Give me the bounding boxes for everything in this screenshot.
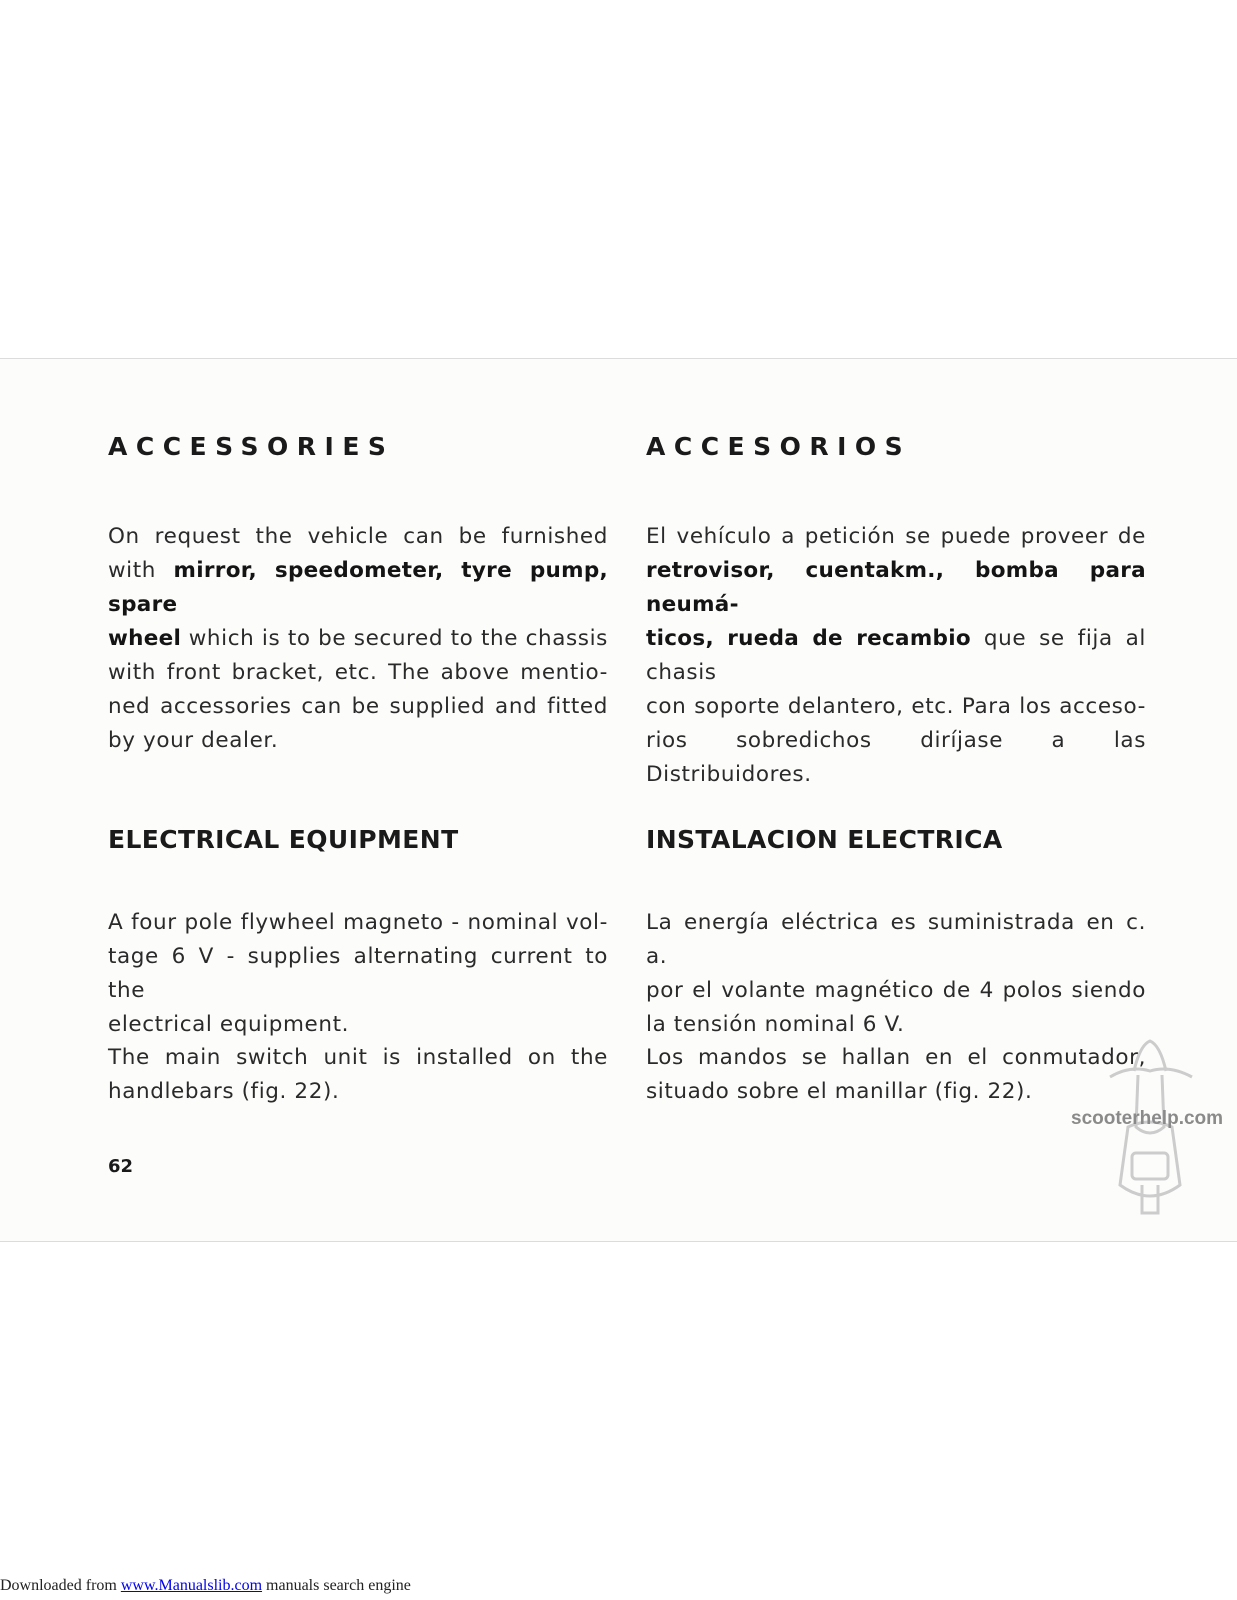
manual-page: [0, 358, 1237, 1242]
electrical-paragraph-es-1: [646, 906, 1146, 1042]
accessories-heading-en: ACCESSORIES: [108, 432, 395, 461]
footer-prefix: Downloaded from: [0, 1577, 121, 1594]
electrical-section-es: [646, 825, 1146, 854]
text-line: Los mandos se hallan en el conmutador,: [646, 1045, 1146, 1070]
text-line: [108, 622, 608, 656]
electrical-heading-es: INSTALACION ELECTRICA: [646, 825, 1003, 854]
text-line: situado sobre el manillar (fig. 22).: [646, 1079, 1033, 1104]
accessories-section-es: [646, 432, 1146, 461]
accessories-paragraph-es: [646, 520, 1146, 792]
electrical-heading-en: ELECTRICAL EQUIPMENT: [108, 825, 459, 854]
text-line: The main switch unit is installed on the: [108, 1045, 608, 1070]
text-line: La energía eléctrica es suministrada en c. a.: [646, 910, 1146, 969]
electrical-paragraph-en-2: [108, 1041, 608, 1109]
text-span: que se fija al chasis: [646, 626, 1147, 685]
manualslib-link[interactable]: www.Manualslib.com: [120, 1577, 263, 1594]
bold-text: ticos, rueda de recambio: [646, 626, 971, 651]
accessories-section-en: [108, 432, 608, 461]
accessories-paragraph-en: [108, 520, 608, 758]
text-line: tage 6 V - supplies alternating current to the: [108, 944, 608, 1003]
text-line: electrical equipment.: [108, 1012, 350, 1037]
text-span: On request the vehicle can be furnished: [108, 524, 608, 549]
watermark-text: scooterhelp.com: [1071, 1108, 1224, 1129]
text-line: [646, 554, 1146, 622]
electrical-paragraph-en-1: [108, 906, 608, 1042]
electrical-body-en-1: [108, 906, 608, 1042]
accessories-body-es: [646, 520, 1146, 792]
text-line: [646, 520, 1146, 554]
text-line: [108, 690, 608, 724]
text-line: [108, 520, 608, 554]
bold-text: wheel: [108, 626, 182, 651]
electrical-section-en: [108, 825, 608, 854]
text-span: rios sobredichos diríjase a las Distribuidores.: [646, 728, 1146, 787]
text-line: handlebars (fig. 22).: [108, 1079, 340, 1104]
accessories-heading-es: ACCESORIOS: [646, 432, 912, 461]
text-line: [108, 724, 608, 758]
text-line: por el volante magnético de 4 polos siendo: [646, 978, 1146, 1003]
text-line: [646, 690, 1146, 724]
electrical-body-es-1: [646, 906, 1146, 1042]
text-line: la tensión nominal 6 V.: [646, 1012, 905, 1037]
footer-suffix: manuals search engine: [262, 1577, 411, 1594]
text-line: [646, 724, 1146, 792]
bold-text: retrovisor, cuentakm., bomba para neumá-: [646, 558, 1146, 617]
text-span: with: [108, 558, 174, 583]
text-span: ned accessories can be supplied and fitted: [108, 694, 608, 719]
text-line: A four pole flywheel magneto - nominal vol-: [108, 910, 608, 935]
electrical-body-en-2: [108, 1041, 608, 1109]
accessories-body-en: [108, 520, 608, 758]
footer: [0, 1577, 411, 1595]
text-span: El vehículo a petición se puede proveer de: [646, 524, 1146, 549]
text-span: con soporte delantero, etc. Para los acceso-: [646, 694, 1146, 719]
text-span: by your dealer.: [108, 728, 279, 753]
text-line: [108, 656, 608, 690]
text-line: [108, 554, 608, 622]
text-span: with front bracket, etc. The above mentio-: [108, 660, 608, 685]
text-line: [646, 622, 1146, 690]
text-span: which is to be secured to the chassis: [181, 626, 608, 651]
bold-text: mirror, speedometer, tyre pump, spare: [108, 558, 608, 617]
page-number: 62: [108, 1156, 134, 1177]
